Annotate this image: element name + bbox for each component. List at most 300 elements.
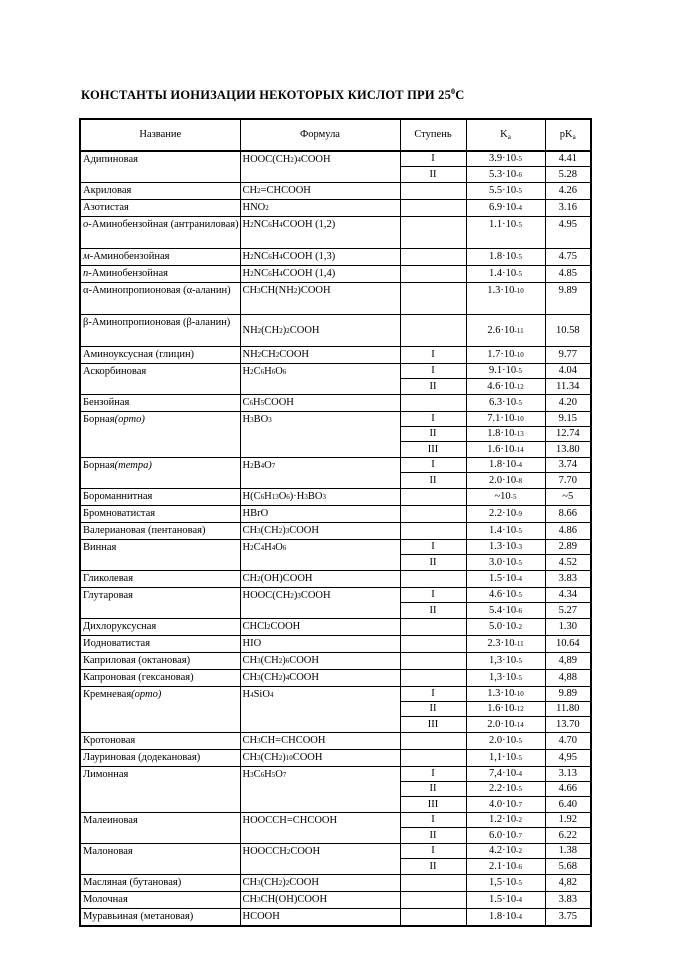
step <box>401 217 466 232</box>
ka-value-cell <box>466 767 545 813</box>
step-cell <box>400 687 466 733</box>
step <box>401 571 466 586</box>
pka-value: 4.66 <box>546 782 591 797</box>
ka-value: 1.8·10 -13 <box>467 427 545 442</box>
table-row <box>80 909 591 927</box>
acid-formula: H 3 BO 3 <box>240 412 400 458</box>
step <box>401 670 466 685</box>
ka-value: 5.5·10 -5 <box>489 184 522 196</box>
ka-value: 1.1·10 -5 <box>489 218 522 230</box>
ka-value: 7,4·10 -4 <box>467 767 545 782</box>
table-row <box>80 283 591 315</box>
acid-name: β-Аминопропионовая (β-аланин) <box>80 315 240 347</box>
step-cell <box>400 364 466 395</box>
table-header-row <box>80 119 591 151</box>
acid-name: Гликолевая <box>80 571 240 588</box>
acid-name: Иодноватистая <box>80 636 240 653</box>
ka-value: 1.8·10 -4 <box>489 910 522 922</box>
pka-value: 4.86 <box>558 524 577 536</box>
acid-name: Бороманнитная <box>80 489 240 506</box>
step: II <box>429 474 437 486</box>
pka-value: 7.70 <box>558 474 577 486</box>
step-cell <box>400 249 466 266</box>
step-cell <box>400 571 466 588</box>
pka-value-cell <box>545 217 591 249</box>
table-row <box>80 151 591 183</box>
acid-name: Лимонная <box>80 767 240 813</box>
pka-value-cell <box>545 315 591 347</box>
table-row <box>80 458 591 489</box>
pka-value: 9.15 <box>546 412 591 427</box>
pka-value-cell <box>545 266 591 283</box>
pka-value: 10.58 <box>555 324 580 336</box>
step-cell <box>400 750 466 767</box>
ka-value: 1.5·10 -4 <box>489 572 522 584</box>
table-row <box>80 523 591 540</box>
acid-name: Валериановая (пентановая) <box>80 523 240 540</box>
ka-value: 1.3·10 -10 <box>467 687 545 702</box>
acid-formula: CH 3 CH=CHCOOH <box>240 733 400 750</box>
step-cell <box>400 767 466 813</box>
step: I <box>401 767 466 782</box>
pka-value-cell <box>545 183 591 200</box>
ka-value: 4.0·10 -7 <box>489 798 522 810</box>
acid-formula: HIO <box>240 636 400 653</box>
step-cell <box>400 892 466 909</box>
acid-formula: CH 2 =CHCOOH <box>240 183 400 200</box>
step <box>401 909 466 924</box>
acid-name: Глутаровая <box>80 588 240 619</box>
table-row <box>80 249 591 266</box>
ka-value: 2.6·10 -11 <box>487 324 524 336</box>
ka-value-cell <box>466 571 545 588</box>
step-cell <box>400 844 466 875</box>
pka-value-cell <box>545 670 591 687</box>
acid-formula: H 2 C 4 H 4 O 6 <box>240 540 400 571</box>
acid-formula: CH 3 CH(OH)COOH <box>240 892 400 909</box>
step: II <box>401 427 466 442</box>
step <box>401 875 466 890</box>
step: II <box>429 168 437 180</box>
pka-value: 3.74 <box>546 458 591 473</box>
table-row <box>80 875 591 892</box>
step-cell <box>400 670 466 687</box>
step: I <box>401 152 466 167</box>
ka-value-cell <box>466 892 545 909</box>
page-title: КОНСТАНТЫ ИОНИЗАЦИИ НЕКОТОРЫХ КИСЛОТ ПРИ $25^0С$ <box>81 86 465 102</box>
ka-value: 1.8·10 -4 <box>467 458 545 473</box>
ka-value-cell <box>466 395 545 412</box>
step <box>401 283 466 298</box>
pka-value: 9.77 <box>558 348 577 360</box>
pka-value: 4.34 <box>546 588 591 603</box>
table-row <box>80 767 591 813</box>
ka-value-cell <box>466 653 545 670</box>
pka-value: 4,89 <box>558 654 577 666</box>
pka-value: 5.68 <box>558 860 577 872</box>
acid-formula: H 4 SiO 4 <box>240 687 400 733</box>
acid-formula: CH 2 (OH)COOH <box>240 571 400 588</box>
step-cell <box>400 489 466 506</box>
acid-name: Молочная <box>80 892 240 909</box>
pka-value: 3.83 <box>558 572 577 584</box>
pka-value-cell <box>545 523 591 540</box>
pka-value-cell <box>545 892 591 909</box>
ka-value-cell <box>466 315 545 347</box>
pka-value-cell <box>545 844 591 875</box>
pka-value: 4.26 <box>558 184 577 196</box>
step <box>401 395 466 410</box>
pka-value: 4.52 <box>558 556 577 568</box>
pka-value: 5.27 <box>558 604 577 616</box>
table-body <box>80 151 591 926</box>
header-pka: $pK_a$ <box>545 119 591 151</box>
pka-value-cell <box>545 767 591 813</box>
ka-value: 2.2·10 -5 <box>467 782 545 797</box>
ka-value-cell <box>466 588 545 619</box>
table-row <box>80 571 591 588</box>
step-cell <box>400 412 466 458</box>
acid-formula: NH 2 CH 2 COOH <box>240 347 400 364</box>
step-cell <box>400 636 466 653</box>
ka-value-cell <box>466 750 545 767</box>
ka-value: 1.4·10 -5 <box>489 524 522 536</box>
pka-value: 3.16 <box>558 201 577 213</box>
table-row <box>80 892 591 909</box>
acid-name: Акриловая <box>80 183 240 200</box>
acid-name: Аминоуксусная (глицин) <box>80 347 240 364</box>
step <box>401 523 466 538</box>
pka-value: 11.34 <box>556 380 580 392</box>
ka-value-cell <box>466 875 545 892</box>
acid-formula: H 3 C 6 H 5 O 7 <box>240 767 400 813</box>
ka-value-cell <box>466 200 545 217</box>
acid-formula: HBrO <box>240 506 400 523</box>
pka-value: 3.75 <box>558 910 577 922</box>
acid-formula: HCOOH <box>240 909 400 927</box>
ka-value: 1.7·10 -10 <box>487 348 524 360</box>
ka-value: 9.1·10 -5 <box>467 364 545 379</box>
step: II <box>429 380 437 392</box>
step: II <box>429 604 437 616</box>
acid-formula: CH 3 CH(NH 2 )COOH <box>240 283 400 315</box>
ka-value: 1.6·10 -12 <box>467 702 545 717</box>
acid-name: Азотистая <box>80 200 240 217</box>
pka-value-cell <box>545 249 591 266</box>
table-row <box>80 619 591 636</box>
pka-value: 3.13 <box>546 767 591 782</box>
step-cell <box>400 875 466 892</box>
step-cell <box>400 523 466 540</box>
table-row <box>80 412 591 458</box>
pka-value: 4,82 <box>558 876 577 888</box>
pka-value: 4,88 <box>558 671 577 683</box>
ka-value-cell <box>466 909 545 927</box>
acid-name: Винная <box>80 540 240 571</box>
pka-value-cell <box>545 283 591 315</box>
table-row <box>80 217 591 249</box>
step: I <box>401 813 466 828</box>
pka-value-cell <box>545 200 591 217</box>
step: II <box>429 860 437 872</box>
step-cell <box>400 733 466 750</box>
ka-value: 1,1·10 -5 <box>489 751 522 763</box>
pka-value-cell <box>545 395 591 412</box>
pka-value: 4.41 <box>546 152 591 167</box>
acid-name: Капроновая (гексановая) <box>80 670 240 687</box>
ka-value-cell <box>466 183 545 200</box>
table-row <box>80 733 591 750</box>
step: I <box>401 844 466 859</box>
acid-name: п -Аминобензойная <box>80 266 240 283</box>
acid-formula: CH 3 (CH 2 ) 6 COOH <box>240 653 400 670</box>
table-row <box>80 200 591 217</box>
pka-value: 1.92 <box>546 813 591 828</box>
ka-value-cell <box>466 151 545 183</box>
step: II <box>429 829 437 841</box>
ka-value: 1,5·10 -5 <box>489 876 522 888</box>
acid-name: Адипиновая <box>80 151 240 183</box>
pka-value: 5.28 <box>558 168 577 180</box>
header-formula: Формула <box>240 119 400 151</box>
table-row <box>80 489 591 506</box>
pka-value-cell <box>545 733 591 750</box>
pka-value: 11.80 <box>546 702 591 717</box>
step-cell <box>400 395 466 412</box>
table-row <box>80 315 591 347</box>
table-row <box>80 636 591 653</box>
step-cell <box>400 183 466 200</box>
acid-formula: CHCl 2 COOH <box>240 619 400 636</box>
ka-value: 1.8·10 -5 <box>489 250 522 262</box>
step <box>401 200 466 215</box>
ka-value-cell <box>466 540 545 571</box>
ka-value: 1,3·10 -5 <box>489 671 522 683</box>
acid-name: Борная (орто) <box>80 412 240 458</box>
table-row <box>80 588 591 619</box>
acid-name: Кремневая (орто) <box>80 687 240 733</box>
step <box>401 733 466 748</box>
acid-name: Лауриновая (додекановая) <box>80 750 240 767</box>
table-row <box>80 687 591 733</box>
step-cell <box>400 506 466 523</box>
pka-value-cell <box>545 588 591 619</box>
pka-value-cell <box>545 571 591 588</box>
pka-value-cell <box>545 347 591 364</box>
acid-formula: CH 3 (CH 2 ) 4 COOH <box>240 670 400 687</box>
acid-formula: HOOCCH=CHCOOH <box>240 813 400 844</box>
ka-value: 2.2·10 -9 <box>489 507 522 519</box>
pka-value: 9.89 <box>558 284 577 296</box>
pka-value: 1.30 <box>558 620 577 632</box>
step <box>401 653 466 668</box>
ka-value: 4.6·10 -12 <box>487 380 524 392</box>
ka-value: 3.0·10 -5 <box>489 556 522 568</box>
step <box>401 315 466 346</box>
ka-value-cell <box>466 283 545 315</box>
pka-value: 12.74 <box>546 427 591 442</box>
pka-value: 2.89 <box>546 540 591 555</box>
ka-value-cell <box>466 636 545 653</box>
step-cell <box>400 217 466 249</box>
step-cell <box>400 266 466 283</box>
ka-value: 1.2·10 -2 <box>467 813 545 828</box>
ka-value: 6.9·10 -4 <box>489 201 522 213</box>
acid-formula: HOOC(CH 2 ) 3 COOH <box>240 588 400 619</box>
ka-value: 7.1·10 -10 <box>467 412 545 427</box>
acid-formula: HOOCCH 2 COOH <box>240 844 400 875</box>
ka-value: 2.3·10 -11 <box>487 637 524 649</box>
pka-value-cell <box>545 875 591 892</box>
acid-name: о -Аминобензойная (антраниловая) <box>80 217 240 249</box>
step: II <box>401 702 466 717</box>
pka-value: 4.75 <box>558 250 577 262</box>
pka-value: 6.22 <box>558 829 577 841</box>
ka-value-cell <box>466 670 545 687</box>
step <box>401 636 466 651</box>
ka-value-cell <box>466 619 545 636</box>
acid-name: Бензойная <box>80 395 240 412</box>
step-cell <box>400 588 466 619</box>
pka-value-cell <box>545 653 591 670</box>
step <box>401 750 466 765</box>
acid-formula: H 2 NC 6 H 4 COOH (1,3) <box>240 249 400 266</box>
pka-value-cell <box>545 151 591 183</box>
pka-value-cell <box>545 489 591 506</box>
header-name: Название <box>80 119 240 151</box>
step: I <box>401 540 466 555</box>
step: II <box>429 556 437 568</box>
pka-value-cell <box>545 540 591 571</box>
step <box>401 506 466 521</box>
ka-value: 5.4·10 -6 <box>489 604 522 616</box>
acid-formula: CH 3 (CH 2 ) 10 COOH <box>240 750 400 767</box>
step: I <box>431 348 435 360</box>
step <box>401 266 466 281</box>
pka-value: 8.66 <box>558 507 577 519</box>
pka-value: 4.04 <box>546 364 591 379</box>
acid-name: Кротоновая <box>80 733 240 750</box>
table-row <box>80 844 591 875</box>
acid-name: Бромноватистая <box>80 506 240 523</box>
pka-value: 3.83 <box>558 893 577 905</box>
acid-name: α-Аминопропионовая (α-аланин) <box>80 283 240 315</box>
ka-value-cell <box>466 506 545 523</box>
ka-value: 6.0·10 -7 <box>489 829 522 841</box>
pka-value: 10.64 <box>555 637 580 649</box>
pka-value-cell <box>545 364 591 395</box>
pka-value-cell <box>545 750 591 767</box>
step: I <box>401 687 466 702</box>
ka-value: 4.2·10 -2 <box>467 844 545 859</box>
step-cell <box>400 619 466 636</box>
pka-value: 6.40 <box>558 798 577 810</box>
step: I <box>401 412 466 427</box>
table-row <box>80 183 591 200</box>
step: III <box>427 443 439 455</box>
step-cell <box>400 540 466 571</box>
step-cell <box>400 151 466 183</box>
acid-formula: H 2 NC 6 H 4 COOH (1,2) <box>240 217 400 249</box>
ka-value: 1.4·10 -5 <box>489 267 522 279</box>
ka-value: 1.6·10 -14 <box>487 443 524 455</box>
table-row <box>80 506 591 523</box>
acid-formula: HOOC(CH 2 ) 4 COOH <box>240 151 400 183</box>
table-row <box>80 750 591 767</box>
ka-value: 1.5·10 -4 <box>489 893 522 905</box>
acid-formula: HNO 2 <box>240 200 400 217</box>
acid-formula: H 2 C 6 H 6 O 6 <box>240 364 400 395</box>
step: III <box>427 718 439 730</box>
acid-name: Масляная (бутановая) <box>80 875 240 892</box>
pka-value-cell <box>545 619 591 636</box>
ka-value-cell <box>466 249 545 266</box>
pka-value-cell <box>545 506 591 523</box>
pka-value: 4.70 <box>558 734 577 746</box>
acid-name: м -Аминобензойная <box>80 249 240 266</box>
acid-name: Каприловая (октановая) <box>80 653 240 670</box>
ka-value-cell <box>466 813 545 844</box>
step: III <box>427 798 439 810</box>
step: II <box>401 782 466 797</box>
pka-value-cell <box>545 813 591 844</box>
table-row <box>80 653 591 670</box>
header-step: Ступень <box>400 119 466 151</box>
ka-value: 5.3·10 -6 <box>489 168 522 180</box>
ka-value: 6.3·10 -5 <box>489 396 522 408</box>
ka-value-cell <box>466 266 545 283</box>
ka-value-cell <box>466 523 545 540</box>
ka-value: 2.0·10 -5 <box>489 734 522 746</box>
ka-value: 3.9·10 -5 <box>467 152 545 167</box>
step <box>401 489 466 504</box>
pka-value: 4.20 <box>558 396 577 408</box>
table-row <box>80 670 591 687</box>
acid-formula: H(C 6 H 13 O 6 )·H 3 BO 3 <box>240 489 400 506</box>
pka-value: 13.80 <box>555 443 580 455</box>
pka-value-cell <box>545 412 591 458</box>
acid-name: Аскорбиновая <box>80 364 240 395</box>
acid-constants-table <box>79 118 592 927</box>
step: I <box>401 458 466 473</box>
table-row <box>80 347 591 364</box>
acid-formula: CH 3 (CH 2 ) 2 COOH <box>240 875 400 892</box>
acid-name: Малоновая <box>80 844 240 875</box>
pka-value: 1.38 <box>546 844 591 859</box>
pka-value: 4,95 <box>558 751 577 763</box>
acid-name: Муравьиная (метановая) <box>80 909 240 927</box>
ka-value: 2.0·10 -8 <box>489 474 522 486</box>
ka-value: 2.1·10 -6 <box>489 860 522 872</box>
pka-value-cell <box>545 909 591 927</box>
acid-formula: NH 2 (CH 2 ) 2 COOH <box>240 315 400 347</box>
acid-name: Малеиновая <box>80 813 240 844</box>
ka-value-cell <box>466 217 545 249</box>
ka-value: ~10 -5 <box>494 490 517 502</box>
ka-value-cell <box>466 844 545 875</box>
acid-formula: CH 3 (CH 2 ) 3 COOH <box>240 523 400 540</box>
step <box>401 619 466 634</box>
step-cell <box>400 653 466 670</box>
step-cell <box>400 813 466 844</box>
pka-value: 13.70 <box>555 718 580 730</box>
table-row <box>80 364 591 395</box>
pka-value-cell <box>545 458 591 489</box>
pka-value-cell <box>545 687 591 733</box>
step-cell <box>400 315 466 347</box>
pka-value: 4.85 <box>558 267 577 279</box>
step: I <box>401 588 466 603</box>
